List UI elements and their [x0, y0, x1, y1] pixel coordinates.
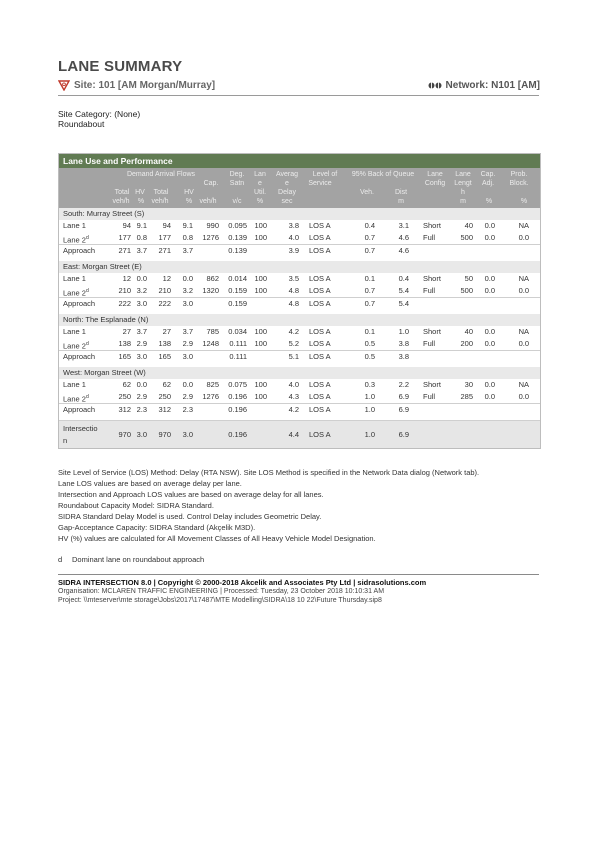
lane-cap-adj: 0.0	[484, 327, 495, 336]
header-avg-delay-3: Delay	[278, 189, 296, 196]
approach-los: LOS A	[309, 246, 331, 255]
header-lane-util-3: Util.	[253, 189, 267, 196]
approach-row	[59, 350, 540, 363]
approach-label: Approach	[63, 299, 96, 308]
lane-hv-2: 0.0	[182, 380, 193, 389]
approach-hv-2: 3.0	[182, 352, 193, 361]
intersection-hv-1: 3.0	[136, 430, 147, 439]
header-demand-flows: Demand Arrival Flows	[126, 171, 196, 178]
lane-row	[59, 220, 540, 232]
header-units-vehh-1: veh/h	[112, 198, 130, 205]
lane-queue-veh: 0.5	[364, 339, 375, 348]
lane-name: Lane 2	[63, 341, 86, 351]
approach-los: LOS A	[309, 299, 331, 308]
lane-queue-veh: 0.7	[364, 233, 375, 242]
footer-project: Project: \\mteserver\mte storage\Jobs\2017\17487\MTE Modelling\SIDRA\18 10 22\Future Thursday.sip8	[58, 597, 382, 604]
lane-prob-block: 0.0	[518, 392, 529, 401]
footnote-text: Dominant lane on roundabout approach	[72, 555, 205, 564]
lane-queue-veh: 0.1	[364, 274, 375, 283]
footnote-symbol: d	[58, 555, 63, 564]
note-approach-los: Intersection and Approach LOS values are based on average delay for all lanes.	[58, 490, 324, 499]
header-cap: Cap.	[203, 180, 219, 187]
lane-label	[63, 326, 86, 338]
intersection-deg: 0.196	[228, 430, 247, 439]
dominant-lane-marker: d	[85, 394, 89, 400]
site-label: Site: 101 [AM Morgan/Murray]	[74, 80, 216, 91]
header-avg-delay-1: Averag	[275, 171, 299, 178]
lane-use-table	[58, 153, 541, 449]
intersection-veh: 1.0	[364, 430, 375, 439]
lane-los: LOS A	[309, 327, 331, 336]
lane-total-1: 62	[122, 380, 131, 389]
lane-queue-dist: 3.8	[398, 339, 409, 348]
approach-deg-satn: 0.196	[228, 405, 247, 414]
approach-queue-dist: 3.8	[398, 352, 409, 361]
lane-lane-util: 100	[254, 392, 267, 401]
intersection-total-1: 970	[118, 430, 131, 439]
lane-queue-dist: 4.6	[398, 233, 409, 242]
lane-lane-config: Short	[423, 380, 441, 389]
approach-los: LOS A	[309, 405, 331, 414]
approach-row	[59, 244, 540, 257]
lane-lane-length: 500	[460, 286, 473, 295]
lane-lane-util: 100	[254, 286, 267, 295]
approach-section-header	[59, 367, 540, 379]
approach-total-1: 165	[118, 352, 131, 361]
lane-los: LOS A	[309, 339, 331, 348]
approach-name: South: Murray Street (S)	[63, 209, 145, 218]
lane-cap-adj: 0.0	[484, 233, 495, 242]
dominant-lane-marker: d	[85, 341, 89, 347]
lane-name: Lane 2	[63, 235, 86, 245]
lane-total-1: 138	[118, 339, 131, 348]
header-cap-adj-1: Cap.	[480, 171, 496, 178]
title-divider	[58, 95, 539, 96]
lane-queue-veh: 0.7	[364, 286, 375, 295]
header-units-vehh-2: veh/h	[151, 198, 169, 205]
intersection-row	[59, 420, 540, 448]
lane-row	[59, 338, 540, 350]
approach-total-1: 271	[118, 246, 131, 255]
intersection-delay: 4.4	[288, 430, 299, 439]
approach-deg-satn: 0.159	[228, 299, 247, 308]
lane-lane-length: 40	[464, 221, 473, 230]
lane-hv-2: 2.9	[182, 392, 193, 401]
lane-lane-length: 40	[464, 327, 473, 336]
lane-los: LOS A	[309, 286, 331, 295]
approach-queue-dist: 5.4	[398, 299, 409, 308]
lane-total-2: 94	[162, 221, 171, 230]
header-back-of-queue: 95% Back of Queue	[351, 171, 415, 178]
lane-name: Lane 1	[63, 221, 86, 230]
lane-row	[59, 379, 540, 391]
lane-cap: 825	[206, 380, 219, 389]
lane-cap: 1248	[202, 339, 219, 348]
lane-hv-1: 0.0	[136, 274, 147, 283]
lane-hv-2: 0.8	[182, 233, 193, 242]
lane-lane-config: Short	[423, 221, 441, 230]
approach-total-1: 312	[118, 405, 131, 414]
lane-prob-block: NA	[518, 380, 529, 389]
lane-total-2: 210	[158, 286, 171, 295]
lane-deg-satn: 0.014	[228, 274, 247, 283]
lane-total-2: 177	[158, 233, 171, 242]
lane-prob-block: 0.0	[518, 339, 529, 348]
lane-lane-length: 285	[460, 392, 473, 401]
lane-total-1: 94	[122, 221, 131, 230]
lane-lane-length: 200	[460, 339, 473, 348]
approach-total-2: 312	[158, 405, 171, 414]
lane-total-2: 138	[158, 339, 171, 348]
note-los-method: Site Level of Service (LOS) Method: Delay (RTA NSW). Site LOS Method is specified in the Network Data dialog (Network tab).	[58, 468, 480, 477]
lane-deg-satn: 0.196	[228, 392, 247, 401]
approach-hv-1: 3.7	[136, 246, 147, 255]
lane-cap-adj: 0.0	[484, 339, 495, 348]
lane-queue-veh: 0.4	[364, 221, 375, 230]
lane-lane-util: 100	[254, 339, 267, 348]
approach-hv-2: 2.3	[182, 405, 193, 414]
lane-total-1: 27	[122, 327, 131, 336]
lane-queue-dist: 2.2	[398, 380, 409, 389]
approach-section-header	[59, 314, 540, 326]
lane-cap: 990	[206, 221, 219, 230]
lane-los: LOS A	[309, 221, 331, 230]
lane-prob-block: NA	[518, 274, 529, 283]
lane-delay: 4.0	[288, 380, 299, 389]
lane-lane-util: 100	[254, 274, 267, 283]
approach-delay: 3.9	[288, 246, 299, 255]
approach-total-1: 222	[118, 299, 131, 308]
lane-lane-config: Short	[423, 274, 441, 283]
approach-queue-veh: 0.7	[364, 246, 375, 255]
approach-label: Approach	[63, 352, 96, 361]
lane-lane-config: Full	[423, 233, 436, 242]
lane-queue-veh: 0.1	[364, 327, 375, 336]
lane-total-1: 250	[118, 392, 131, 401]
note-lane-los: Lane LOS values are based on average delay per lane.	[58, 479, 242, 488]
approach-delay: 4.8	[288, 299, 299, 308]
roundabout-sign-icon	[58, 80, 70, 91]
approach-hv-1: 2.3	[136, 405, 147, 414]
header-lane-length-1: Lane	[455, 171, 471, 178]
approach-hv-1: 3.0	[136, 352, 147, 361]
header-lane-length-units: m	[460, 198, 466, 205]
footer-copyright: SIDRA INTERSECTION 8.0 | Copyright © 2000-2018 Akcelik and Associates Pty Ltd | sidrasolutions.com	[58, 578, 427, 587]
header-prob-block-2: Block.	[509, 180, 529, 187]
approach-name: East: Morgan Street (E)	[63, 262, 142, 271]
approach-total-2: 222	[158, 299, 171, 308]
approach-queue-veh: 0.5	[364, 352, 375, 361]
footer-organisation: Organisation: MCLAREN TRAFFIC ENGINEERING | Processed: Tuesday, 23 October 2018 10:10:31 AM	[58, 588, 385, 595]
approach-name: North: The Esplanade (N)	[63, 315, 149, 324]
lane-hv-2: 3.2	[182, 286, 193, 295]
lane-lane-util: 100	[254, 221, 267, 230]
intersection-hv-2: 3.0	[182, 430, 193, 439]
header-hv-1: HV	[135, 189, 145, 196]
approach-label: Approach	[63, 405, 96, 414]
header-deg-units: v/c	[232, 198, 242, 205]
lane-queue-dist: 6.9	[398, 392, 409, 401]
lane-cap: 862	[206, 274, 219, 283]
lane-cap-adj: 0.0	[484, 286, 495, 295]
lane-cap: 785	[206, 327, 219, 336]
header-cap-adj-units: %	[485, 198, 493, 205]
lane-hv-2: 3.7	[182, 327, 193, 336]
note-gap-acceptance: Gap-Acceptance Capacity: SIDRA Standard (Akçelik M3D).	[58, 523, 256, 532]
footer-divider	[58, 574, 539, 575]
lane-queue-dist: 1.0	[398, 327, 409, 336]
header-avg-delay-2: e	[285, 180, 289, 187]
dominant-lane-marker: d	[85, 235, 89, 241]
lane-row	[59, 232, 540, 244]
approach-queue-dist: 6.9	[398, 405, 409, 414]
lane-queue-veh: 1.0	[364, 392, 375, 401]
network-icon	[428, 81, 442, 90]
lane-lane-config: Full	[423, 392, 436, 401]
lane-prob-block: 0.0	[518, 233, 529, 242]
lane-los: LOS A	[309, 392, 331, 401]
lane-cap: 1276	[202, 392, 219, 401]
lane-lane-util: 100	[254, 380, 267, 389]
lane-label	[63, 379, 86, 391]
approach-label: Approach	[63, 246, 96, 255]
header-los-2: Service	[308, 180, 332, 187]
header-lane-util-1: Lan	[254, 171, 266, 178]
lane-lane-length: 30	[464, 380, 473, 389]
lane-hv-2: 0.0	[182, 274, 193, 283]
approach-section-header	[59, 208, 540, 220]
lane-name: Lane 1	[63, 274, 86, 283]
approach-total-2: 165	[158, 352, 171, 361]
lane-cap: 1320	[202, 286, 219, 295]
lane-lane-length: 500	[460, 233, 473, 242]
table-body	[59, 208, 540, 420]
lane-hv-1: 0.0	[136, 380, 147, 389]
approach-row	[59, 403, 540, 416]
page-title: LANE SUMMARY	[58, 58, 183, 75]
lane-hv-1: 3.7	[136, 327, 147, 336]
network-label: Network: N101 [AM]	[445, 80, 540, 91]
header-avg-delay-units: sec	[281, 198, 293, 205]
lane-deg-satn: 0.075	[228, 380, 247, 389]
lane-delay: 4.3	[288, 392, 299, 401]
lane-total-1: 177	[118, 233, 131, 242]
header-lane-length-2: Lengt	[454, 180, 472, 187]
lane-delay: 4.0	[288, 233, 299, 242]
lane-prob-block: NA	[518, 327, 529, 336]
lane-total-2: 12	[162, 274, 171, 283]
lane-total-2: 62	[162, 380, 171, 389]
lane-deg-satn: 0.095	[228, 221, 247, 230]
lane-los: LOS A	[309, 233, 331, 242]
site-category: Site Category: (None)	[58, 109, 141, 119]
approach-deg-satn: 0.111	[229, 352, 247, 361]
intersection-total-2: 970	[158, 430, 171, 439]
lane-queue-veh: 0.3	[364, 380, 375, 389]
lane-total-1: 12	[122, 274, 131, 283]
header-dist-units: m	[398, 198, 404, 205]
header-prob-block-units: %	[520, 198, 528, 205]
lane-total-2: 27	[162, 327, 171, 336]
intersection-dist: 6.9	[398, 430, 409, 439]
network-heading	[428, 80, 540, 91]
approach-section-header	[59, 261, 540, 273]
lane-cap-adj: 0.0	[484, 221, 495, 230]
header-cap-adj-2: Adj.	[481, 180, 495, 187]
header-units-pct-1: %	[137, 198, 145, 205]
lane-lane-config: Full	[423, 286, 436, 295]
approach-queue-dist: 4.6	[398, 246, 409, 255]
intersection-label-1: Intersectio	[63, 424, 98, 433]
lane-hv-1: 0.8	[136, 233, 147, 242]
lane-name: Lane 2	[63, 394, 86, 404]
lane-queue-dist: 3.1	[398, 221, 409, 230]
lane-queue-dist: 5.4	[398, 286, 409, 295]
note-capacity-model: Roundabout Capacity Model: SIDRA Standard.	[58, 501, 214, 510]
header-veh: Veh.	[359, 189, 374, 196]
header-hv-2: HV	[184, 189, 194, 196]
lane-row	[59, 391, 540, 403]
lane-hv-2: 9.1	[182, 221, 193, 230]
lane-prob-block: NA	[518, 221, 529, 230]
header-cap-units: veh/h	[199, 198, 217, 205]
lane-deg-satn: 0.139	[228, 233, 247, 242]
lane-cap-adj: 0.0	[484, 380, 495, 389]
lane-hv-1: 2.9	[136, 339, 147, 348]
header-dist: Dist	[394, 189, 408, 196]
approach-hv-2: 3.7	[182, 246, 193, 255]
header-total-1: Total	[114, 189, 130, 196]
lane-total-1: 210	[118, 286, 131, 295]
lane-deg-satn: 0.034	[228, 327, 247, 336]
header-lane-config-1: Lane	[427, 171, 443, 178]
approach-los: LOS A	[309, 352, 331, 361]
header-lane-util-units: %	[256, 198, 264, 205]
lane-hv-1: 9.1	[136, 221, 147, 230]
lane-name: Lane 2	[63, 288, 86, 298]
note-hv-values: HV (%) values are calculated for All Movement Classes of All Heavy Vehicle Model Designation.	[58, 534, 376, 543]
approach-total-2: 271	[158, 246, 171, 255]
lane-cap-adj: 0.0	[484, 392, 495, 401]
dominant-lane-marker: d	[85, 288, 89, 294]
intersection-label-2: n	[63, 436, 68, 445]
table-title: Lane Use and Performance	[59, 154, 540, 168]
lane-cap-adj: 0.0	[484, 274, 495, 283]
lane-label	[63, 273, 86, 285]
header-deg-satn-2: Satn	[229, 180, 245, 187]
lane-row	[59, 285, 540, 297]
intersection-los: LOS A	[309, 430, 331, 439]
lane-hv-1: 3.2	[136, 286, 147, 295]
approach-delay: 5.1	[288, 352, 299, 361]
approach-deg-satn: 0.139	[228, 246, 247, 255]
lane-prob-block: 0.0	[518, 286, 529, 295]
table-header	[59, 168, 540, 208]
header-lane-length-3: h	[461, 189, 465, 196]
lane-hv-2: 2.9	[182, 339, 193, 348]
approach-queue-veh: 1.0	[364, 405, 375, 414]
lane-label	[63, 220, 86, 232]
lane-name: Lane 1	[63, 380, 86, 389]
lane-delay: 3.8	[288, 221, 299, 230]
approach-name: West: Morgan Street (W)	[63, 368, 146, 377]
header-deg-satn-1: Deg.	[229, 171, 245, 178]
lane-lane-util: 100	[254, 327, 267, 336]
approach-queue-veh: 0.7	[364, 299, 375, 308]
lane-total-2: 250	[158, 392, 171, 401]
lane-lane-util: 100	[254, 233, 267, 242]
lane-los: LOS A	[309, 274, 331, 283]
lane-cap: 1276	[202, 233, 219, 242]
header-lane-config-2: Config	[424, 180, 446, 187]
lane-delay: 5.2	[288, 339, 299, 348]
lane-row	[59, 273, 540, 285]
lane-lane-config: Short	[423, 327, 441, 336]
lane-delay: 3.5	[288, 274, 299, 283]
lane-name: Lane 1	[63, 327, 86, 336]
header-los-1: Level of	[312, 171, 338, 178]
lane-los: LOS A	[309, 380, 331, 389]
site-heading	[58, 80, 215, 91]
lane-delay: 4.2	[288, 327, 299, 336]
header-total-2: Total	[153, 189, 169, 196]
approach-hv-1: 3.0	[136, 299, 147, 308]
lane-hv-1: 2.9	[136, 392, 147, 401]
note-delay-model: SIDRA Standard Delay Model is used. Control Delay includes Geometric Delay.	[58, 512, 322, 521]
header-units-pct-2: %	[185, 198, 193, 205]
lane-row	[59, 326, 540, 338]
lane-delay: 4.8	[288, 286, 299, 295]
lane-lane-length: 50	[464, 274, 473, 283]
lane-queue-dist: 0.4	[398, 274, 409, 283]
approach-row	[59, 297, 540, 310]
header-prob-block-1: Prob.	[510, 171, 528, 178]
approach-hv-2: 3.0	[182, 299, 193, 308]
lane-deg-satn: 0.159	[228, 286, 247, 295]
approach-delay: 4.2	[288, 405, 299, 414]
header-lane-util-2: e	[258, 180, 262, 187]
lane-deg-satn: 0.111	[229, 339, 247, 348]
site-type: Roundabout	[58, 119, 105, 129]
lane-lane-config: Full	[423, 339, 436, 348]
